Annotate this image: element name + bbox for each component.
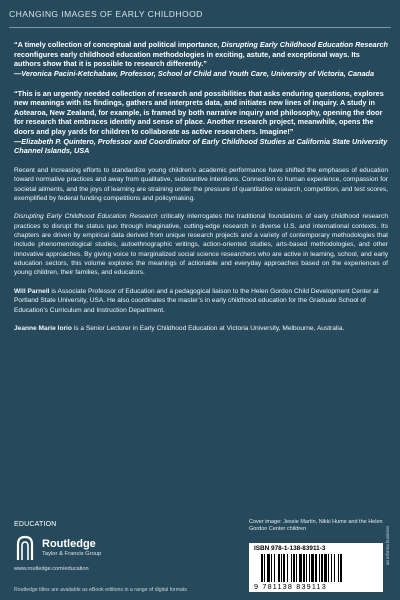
description-paragraph-1: Recent and increasing efforts to standardize young children’s academic performance have shifted the emphases of education toward normative practices and away from qualitative, substantive intentions. Connection to human experience, compassion for societal ailments, and the joys of learning are straining under the pressure of quantitative research, competition, and test scores, exemplified by federal funding competitions and policymaking. [14,166,388,202]
quote-1-text-start: “A timely collection of conceptual and political importance, [14,40,222,49]
subject-category: EDUCATION [14,521,57,528]
series-title: CHANGING IMAGES OF EARLY CHILDHOOD [9,9,203,19]
quote-2-attribution: —Elizabeth P. Quintero, Professor and Coordinator of Early Childhood Studies at California State University Channel Islands, USA [14,136,388,156]
barcode-bar [293,554,295,582]
barcode-bar [291,554,292,582]
barcode-bar [306,554,307,582]
barcode-bar [309,554,310,582]
barcode-bar [296,554,297,582]
barcode-bar [303,554,305,582]
barcode-bar [287,554,288,582]
barcode-bar [321,554,323,582]
endorsement-quote-1 [14,40,388,79]
barcode-bar [315,554,317,582]
barcode-number: 9 781138 839113 [254,582,327,591]
publisher-url[interactable]: www.routledge.com/education [14,566,89,572]
back-cover-content [14,40,388,342]
description-paragraph-2 [14,212,388,278]
isbn-text: ISBN 978-1-138-83911-3 [254,545,326,552]
paragraph-2-book-title: Disrupting Early Childhood Education Research [14,213,158,221]
informa-tag: an informa business [385,525,390,565]
barcode-bar [278,554,280,582]
quote-1-text-end: reconfigures early childhood education methodologies in exciting, astute, and exceptional ways. Its authors show that it is possible to research differently.” [14,49,360,69]
ebook-note: Routledge titles are available as eBook editions in a range of digital formats [14,587,188,593]
barcode-bar [271,554,272,582]
barcode-bar [283,554,285,582]
author-bio-2 [14,324,388,333]
barcode-bar [334,554,335,582]
endorsement-quote-2 [14,89,388,156]
author-bio-text-1: is Associate Professor of Education and a pedagogical liaison to the Helen Gordon Child Development Center at Portland State University, USA. He also coordinates the master’s in early childhood education for the Graduate School of Education’s Curriculum and Instruction Department. [14,287,379,314]
barcode-bar [261,554,263,582]
barcode-bar [267,554,270,582]
publisher-name-block [42,539,101,557]
publisher-group: Taylor & Francis Group [42,550,102,557]
author-bio-1 [14,287,388,315]
barcode-bar [340,554,342,582]
quote-1-attribution: —Veronica Pacini-Ketchabaw, Professor, School of Child and Youth Care, University of Victoria, Canada [14,68,375,78]
barcode-bar [328,554,329,582]
author-name-1: Will Parnell [14,287,50,295]
barcode-bar [324,554,327,582]
barcode-bar [281,554,282,582]
quote-2-text: “This is an urgently needed collection of research and possibilities that asks enduring questions, explores new meanings with its findings, gathers and interprets data, and initiates new lines of inquiry. A study in Aotearoa, New Zealand, for example, is framed by both narrative inquiry and philosophy, opening the door for research that embraces identity and sense of place. Another research project, meanwhile, opens the doors and play yards for children to collaborate as active researchers. Imagine!” [14,88,384,136]
publisher-logo [14,534,101,562]
barcode-bar [331,554,332,582]
barcode-bar [299,554,302,582]
paragraph-2-text: critically interrogates the traditional foundations of early childhood research practices to disrupt the status quo through imaginative, cutting-edge research in diverse U.S. and international contexts. Its chapters are driven by empirical data derived from unique research projects and a variety of contemporary methodologies that include phenomenological studies, autoethnographic writings, action-oriented studies, arts-based methodologies, and other innovative approaches. By giving voice to marginalized social science researchers who are active in learning, school, and early education sectors, this volume explores the meanings of actionable and everyday approaches based on the experiences of young children, their families, and educators. [14,213,389,277]
barcode-bar [319,554,320,582]
barcode-panel [249,543,383,592]
author-name-2: Jeanne Marie Iorio [14,324,72,332]
barcode-bar [274,554,275,582]
barcode-icon [261,554,371,582]
barcode-bar [264,554,265,582]
publisher-name: Routledge [42,538,96,551]
barcode-bar [311,554,314,582]
barcode-bar [338,554,339,582]
cover-image-credit: Cover image: Jessie Martin, Nikki Hume and the Helen Gordon Center children [249,519,383,533]
header-divider [9,27,391,28]
author-bio-text-2: is a Senior Lecturer in Early Childhood Education at Victoria University, Melbourne, Australia. [71,324,345,332]
quote-1-book-title: Disrupting Early Childhood Education Research [221,40,388,49]
routledge-logo-icon [14,534,36,562]
